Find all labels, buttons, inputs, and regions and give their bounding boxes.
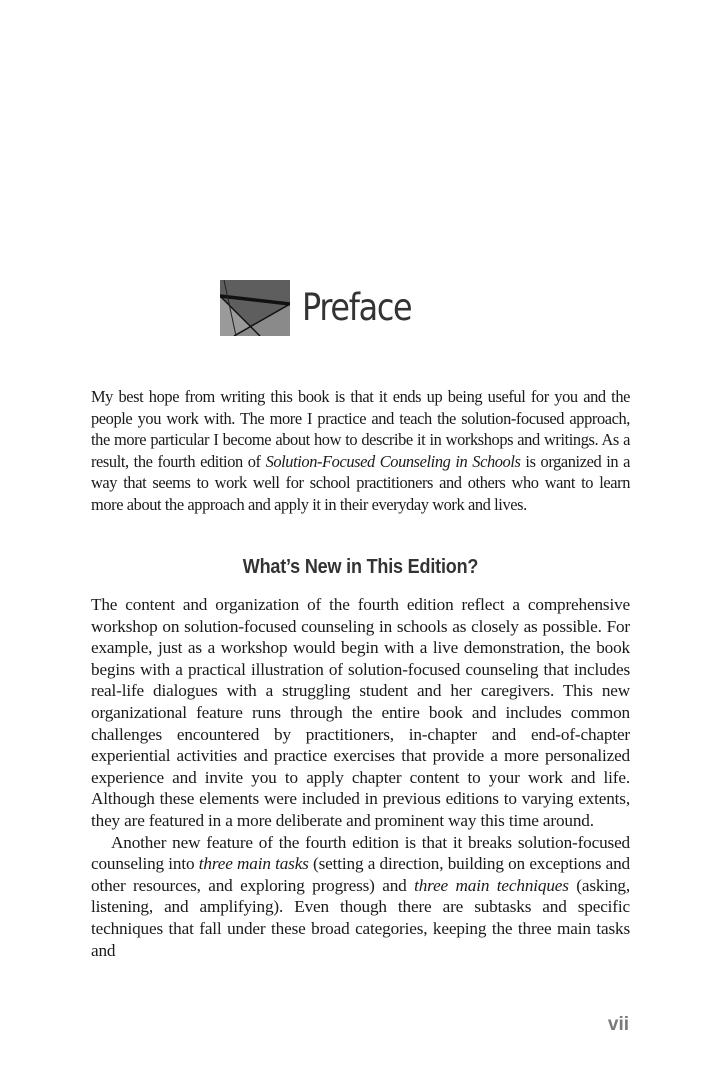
intro-text-start: My best hope from writing this book is that it ends up being useful for you and the people you work with. The more I practice and teach the solution-focused approach, the more particular I become about how to describe it in workshops and writings. As a result, the fourth edition of <box>91 387 630 471</box>
section-heading: What’s New in This Edition? <box>242 556 479 578</box>
chapter-emblem-icon <box>220 280 290 336</box>
intro-text-end: is organized in a way that seems to work well for school practitioners and others who want to learn more about the approach and apply it in their everyday work and lives. <box>91 451 630 514</box>
page-number: vii <box>607 1014 629 1035</box>
paragraph2-text-1: Another new feature of the fourth edition is that it breaks solution-focused counseling into <box>91 832 630 874</box>
section-paragraph-1: The content and organization of the fourth edition reflect a comprehensive workshop on solution-focused counseling in schools as closely as possible. For example, just as a workshop would begin with a live demonstration, the book begins with a practical illustration of solution-focused counseling that includes real-life dialogues with a struggling student and her caregivers. This new organizational feature runs through the entire book and includes common challenges encountered by practitioners, in-chapter and end-of-chapter experiential activities and practice exercises that provide a more personalized experience and invite you to apply chapter content to your work and life. Although these elements were included in previous editions to varying extents, they are featured in a more deliberate and prominent way this time around. <box>91 595 630 830</box>
paragraph2-text-2: (setting a direction, building on exceptions and other resources, and exploring progress) and <box>91 854 630 895</box>
section-paragraph-2 <box>91 832 630 962</box>
paragraph2-emphasis-tasks: three main tasks <box>198 854 309 874</box>
chapter-title: Preface <box>302 286 412 329</box>
chapter-heading <box>220 280 429 336</box>
intro-paragraph <box>91 386 630 516</box>
section-body <box>91 594 630 961</box>
paragraph2-text-3: (asking, listening, and amplifying). Even though there are subtasks and specific techniques that fall under these broad categories, keeping the three main tasks and <box>91 875 631 960</box>
book-title: Solution-Focused Counseling in Schools <box>265 451 521 471</box>
paragraph2-emphasis-techniques: three main techniques <box>414 875 569 895</box>
